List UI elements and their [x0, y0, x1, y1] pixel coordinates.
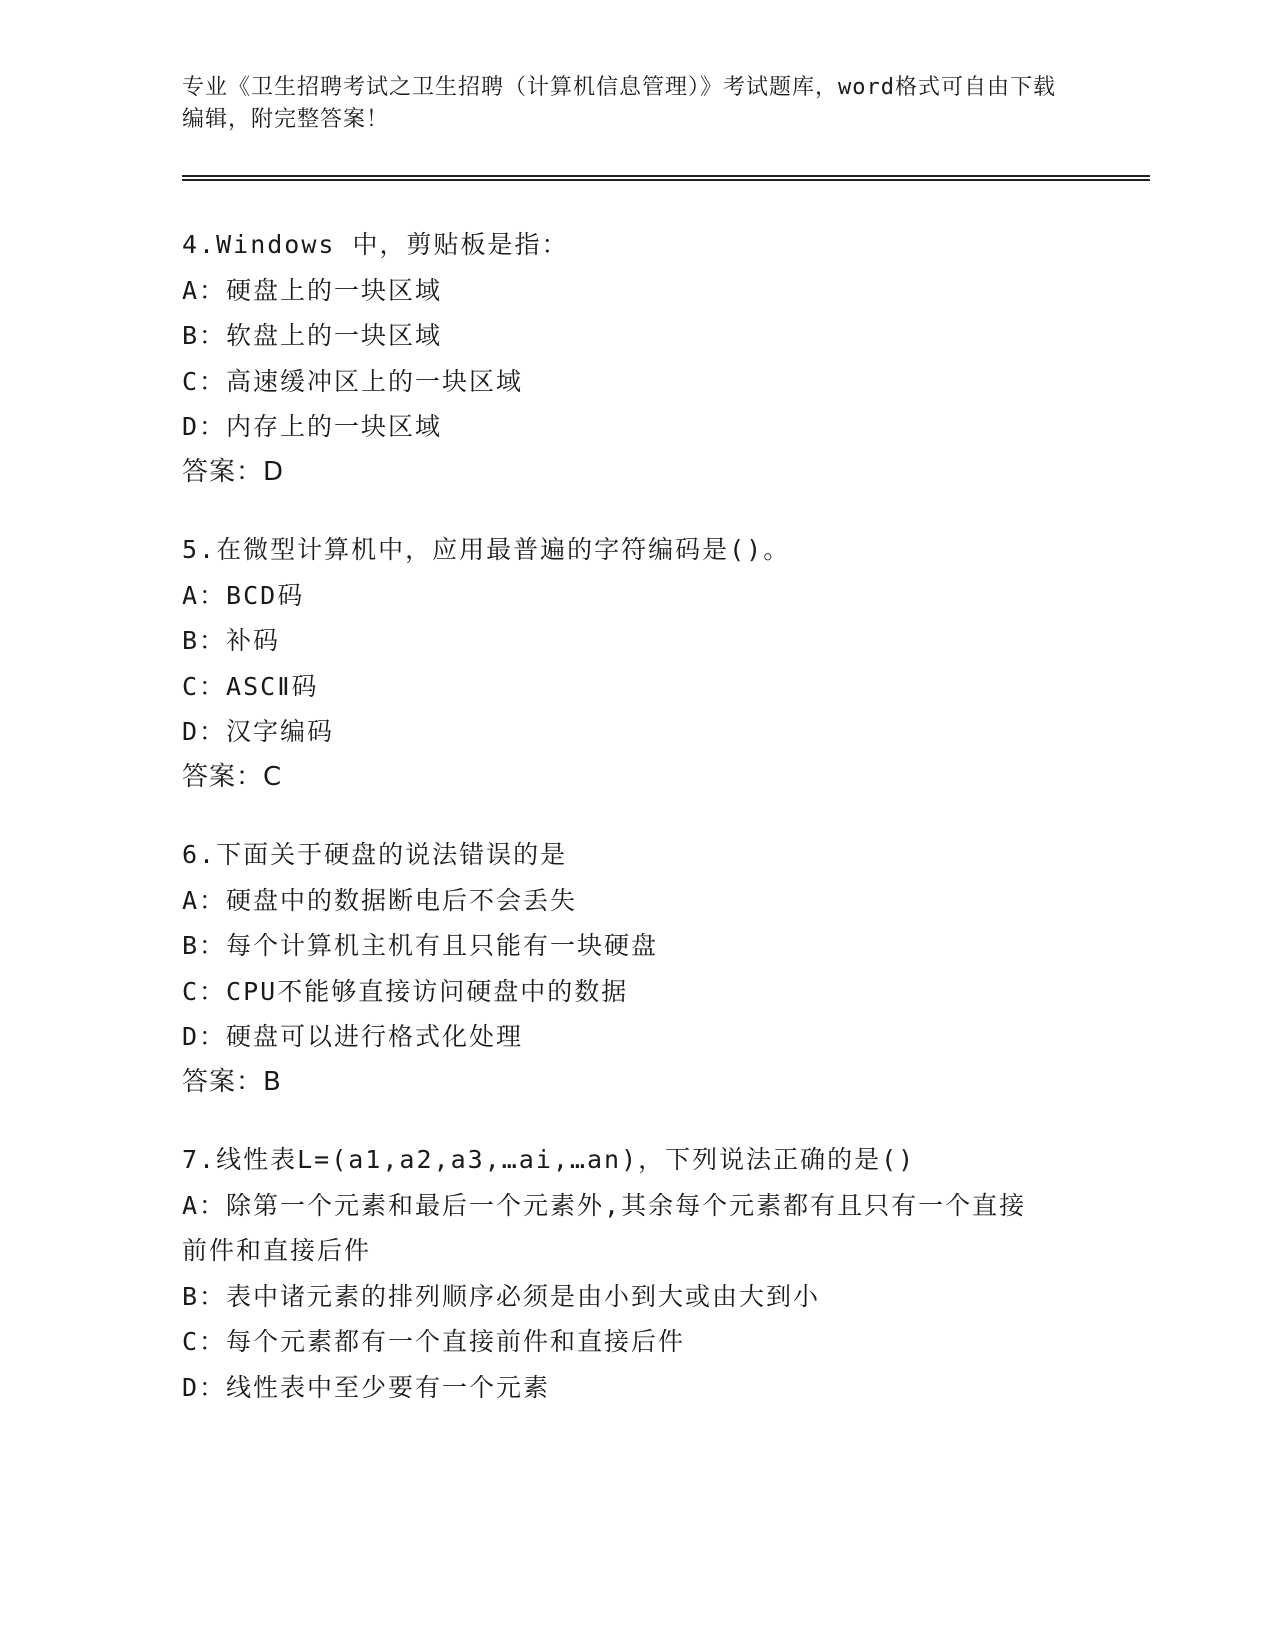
- option-b: B：补码: [182, 626, 281, 655]
- option-b: B：表中诸元素的排列顺序必须是由小到大或由大到小: [182, 1281, 821, 1311]
- header-divider: [182, 175, 1150, 181]
- question-stem: 7.线性表L=(a1,a2,a3,…ai,…an)，下列说法正确的是(): [182, 1145, 916, 1174]
- option-c: C：高速缓冲区上的一块区域: [182, 366, 524, 396]
- option-d: D：线性表中至少要有一个元素: [182, 1372, 551, 1402]
- answer-text: 答案：B: [182, 1066, 282, 1097]
- option-c: C：每个元素都有一个直接前件和直接后件: [182, 1327, 686, 1356]
- option-a: A：硬盘中的数据断电后不会丢失: [182, 885, 578, 915]
- answer-text: 答案：D: [182, 456, 285, 487]
- option-d: D：硬盘可以进行格式化处理: [182, 1022, 524, 1051]
- option-b: B：每个计算机主机有且只能有一块硬盘: [182, 931, 659, 960]
- question-block: [182, 222, 1062, 495]
- document-header: 专业《卫生招聘考试之卫生招聘（计算机信息管理）》考试题库，word格式可自由下载编辑，附完整答案！: [182, 75, 1056, 132]
- question-stem: 4.Windows 中，剪贴板是指：: [182, 230, 569, 259]
- question-block: [182, 832, 1062, 1105]
- option-d: D：内存上的一块区域: [182, 412, 443, 441]
- option-a: A：硬盘上的一块区域: [182, 275, 443, 305]
- option-c: C：ASCⅡ码: [182, 671, 319, 701]
- option-a: A：除第一个元素和最后一个元素外,其余每个元素都有且只有一个直接前件和直接后件: [182, 1190, 1027, 1265]
- option-b: B：软盘上的一块区域: [182, 321, 443, 350]
- option-a: A：BCD码: [182, 580, 305, 610]
- question-block: [182, 1137, 1062, 1410]
- option-d: D：汉字编码: [182, 717, 335, 746]
- question-block: [182, 527, 1062, 800]
- question-stem: 6.下面关于硬盘的说法错误的是: [182, 840, 568, 869]
- answer-text: 答案：C: [182, 761, 283, 792]
- option-c: C：CPU不能够直接访问硬盘中的数据: [182, 976, 629, 1006]
- question-stem: 5.在微型计算机中，应用最普遍的字符编码是()。: [182, 535, 791, 564]
